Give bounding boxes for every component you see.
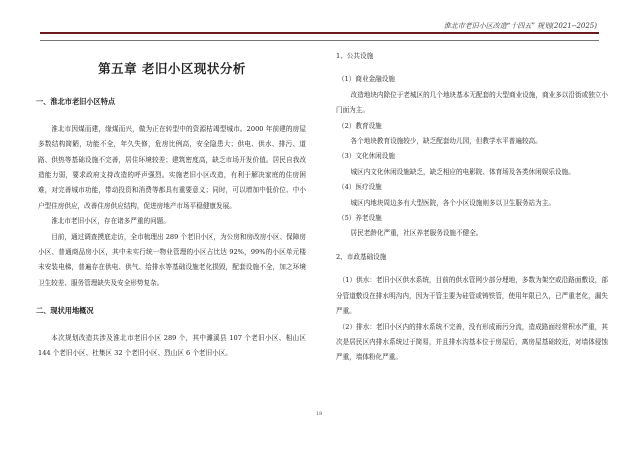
paragraph: 本次规划改造共涉及淮北市老旧小区 289 个，其中濉溪县 107 个老旧小区、相山区 144 个老旧小区、杜集区 32 个老旧小区、烈山区 6 个老旧小区。: [38, 333, 306, 358]
section-title-characteristics: 一、淮北市老旧小区特点: [36, 97, 116, 107]
paragraph: 居民老龄化严重，社区养老服务设施不健全。: [350, 229, 483, 238]
paragraph: 各个地块教育设施较少，缺乏配套幼儿园，但教学水平普遍较高。: [350, 137, 542, 146]
paragraph: 目前，通过调查摸底走访，全市梳理出 289 个老旧小区，为公房和房改房小区、保障房小区、普通商品房小区，其中未实行统一物业管理的小区占比达 92%，99%的小区单元楼未安装电梯，普遍存在供电、供气、给排水等基础设施老化损毁，配套设施不全，加之环境卫生较差、服务管理缺失及安全形势复杂。: [38, 232, 306, 287]
subheading-education: （2）教育设施: [338, 121, 382, 130]
paragraph-drainage: （2）排水：老旧小区内的排水系统不完善，没有形成雨污分流，造成路面经常积水严重，其次是居民区内排水系统过于简易，并且排水沟基本位于房屋后，离房屋基础较近，对墙体侵蚀严重，墙体粉化严重。: [336, 322, 608, 362]
paragraph: 淮北市因煤而建，缘煤而兴，做为正在转型中的资源枯竭型城市。2000 年前建的房屋多数结构简陋，功能不全，年久失修，危房比例高，安全隐患大；供电、供水、排污、道路、供热等基础设施不完善，居住环境较差；建筑密度高，缺乏市场开发价值。居民自我改造能力弱，要求政府支持改造的呼声强烈。实施老旧小区改造，有利于解决家庭的住房困难，对完善城市功能，带动投资和消费等都具有重要意义；同时，可以增加中低价位、中小户型住房供应，改善住房供应结构，促进房地产市场平稳健康发展。: [38, 124, 306, 210]
subheading-medical: （4）医疗设施: [338, 183, 382, 192]
subheading-elderly: （5）养老设施: [338, 214, 382, 223]
subheading-culture: （3）文化休闲设施: [338, 152, 395, 161]
section-title-land-use: 二、现状用地概况: [36, 306, 94, 316]
paragraph: 城区内文化休闲设施缺乏，缺乏相应的电影院、体育场及各类休闲娱乐设施。: [350, 167, 575, 176]
header-rule-thin: [40, 40, 599, 41]
right-column: [336, 45, 608, 366]
paragraph-water-supply: （1）供水：老旧小区供水系统，目前的供水管网少部分埋地，多数为架空或沿路面敷设，部分管道敷设在排水明沟内，因为干管主要为硅管或铸铁管，使用年限已久，已严重老化，漏失严重。: [336, 276, 608, 316]
paragraph: 淮北市老旧小区，存在诸多严重的问题。: [51, 217, 170, 226]
heading-municipal-infrastructure: 2、市政基础设施: [336, 252, 387, 261]
left-column: [38, 45, 306, 362]
running-header-title: 淮北市老旧小区改造“十四五” 规划(2021--2025): [443, 22, 597, 30]
header-rule-thick: [40, 32, 599, 34]
paragraph: 城区内地块周边多有大型医院，各个小区设施则多以卫生服务站为主。: [350, 198, 555, 207]
subheading-commercial: （1）商业金融设施: [338, 75, 395, 84]
heading-public-facilities: 1、公共设施: [336, 52, 374, 60]
page-number: 18: [316, 411, 323, 417]
chapter-title: 第五章 老旧小区现状分析: [98, 61, 246, 76]
paragraph: 改造地块内除位于老城区的几个地块基本无配套的大型商业设施，商业多以沿街或独立小门面为主。: [336, 90, 608, 115]
